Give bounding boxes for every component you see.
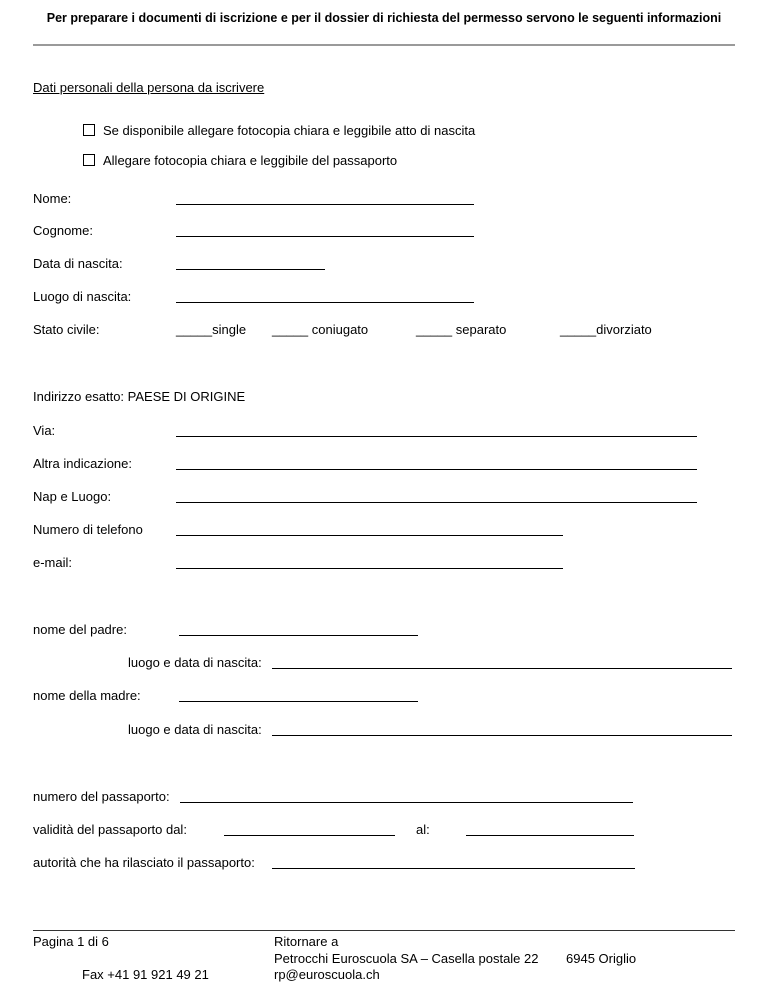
checkbox-row-passport	[83, 153, 397, 168]
checkbox-passport-label: Allegare fotocopia chiara e leggibile del passaporto	[103, 153, 398, 168]
field-altra-indicazione[interactable]	[176, 469, 697, 470]
option-divorziato[interactable]: _____divorziato	[560, 322, 652, 337]
label-altra-indicazione: Altra indicazione:	[33, 456, 132, 471]
label-nome-padre: nome del padre:	[33, 622, 127, 637]
footer-rule	[33, 930, 735, 931]
label-data-nascita: Data di nascita:	[33, 256, 123, 271]
page-header-title: Per preparare i documenti di iscrizione e per il dossier di richiesta del permesso servono le seguenti informazioni	[46, 11, 722, 25]
footer-email: rp@euroscuola.ch	[274, 967, 380, 982]
checkbox-row-birth	[83, 123, 475, 138]
field-nome[interactable]	[176, 204, 474, 205]
field-via[interactable]	[176, 436, 697, 437]
field-madre-luogo-data[interactable]	[272, 735, 732, 736]
label-telefono: Numero di telefono	[33, 522, 143, 537]
label-autorita: autorità che ha rilasciato il passaporto:	[33, 855, 255, 870]
footer-address: Petrocchi Euroscuola SA – Casella postale 22	[274, 951, 539, 966]
label-stato-civile: Stato civile:	[33, 322, 100, 337]
checkbox-birth-certificate[interactable]	[83, 124, 95, 136]
footer-city: 6945 Origlio	[566, 951, 637, 966]
label-validita-dal: validità del passaporto dal:	[33, 822, 187, 837]
field-validita-al[interactable]	[466, 835, 634, 836]
label-nome-madre: nome della madre:	[33, 688, 141, 703]
label-nap-luogo: Nap e Luogo:	[33, 489, 112, 504]
label-email: e-mail:	[33, 555, 73, 570]
label-nome: Nome:	[33, 191, 72, 206]
field-autorita[interactable]	[272, 868, 635, 869]
field-data-nascita[interactable]	[176, 269, 325, 270]
label-via: Via:	[33, 423, 56, 438]
option-coniugato[interactable]: _____ coniugato	[272, 322, 369, 337]
label-padre-luogo-data: luogo e data di nascita:	[128, 655, 262, 670]
label-validita-al: al:	[416, 822, 430, 837]
personal-section-title: Dati personali della persona da iscrivere	[33, 80, 265, 95]
field-padre-luogo-data[interactable]	[272, 668, 732, 669]
option-separato[interactable]: _____ separato	[416, 322, 507, 337]
field-nome-padre[interactable]	[179, 635, 418, 636]
label-cognome: Cognome:	[33, 223, 93, 238]
field-nap-luogo[interactable]	[176, 502, 697, 503]
field-cognome[interactable]	[176, 236, 474, 237]
field-telefono[interactable]	[176, 535, 563, 536]
footer-return-label: Ritornare a	[274, 934, 339, 949]
label-madre-luogo-data: luogo e data di nascita:	[128, 722, 262, 737]
label-numero-passaporto: numero del passaporto:	[33, 789, 170, 804]
address-section-title: Indirizzo esatto: PAESE DI ORIGINE	[33, 389, 246, 404]
checkbox-birth-label: Se disponibile allegare fotocopia chiara e leggibile atto di nascita	[103, 123, 476, 138]
field-validita-dal[interactable]	[224, 835, 395, 836]
footer-page-number: Pagina 1 di 6	[33, 934, 109, 949]
label-luogo-nascita: Luogo di nascita:	[33, 289, 132, 304]
field-email[interactable]	[176, 568, 563, 569]
checkbox-passport-copy[interactable]	[83, 154, 95, 166]
field-luogo-nascita[interactable]	[176, 302, 474, 303]
option-single[interactable]: _____single	[176, 322, 247, 337]
footer-fax: Fax +41 91 921 49 21	[82, 967, 209, 982]
header-rule	[33, 44, 735, 46]
field-nome-madre[interactable]	[179, 701, 418, 702]
field-numero-passaporto[interactable]	[180, 802, 633, 803]
